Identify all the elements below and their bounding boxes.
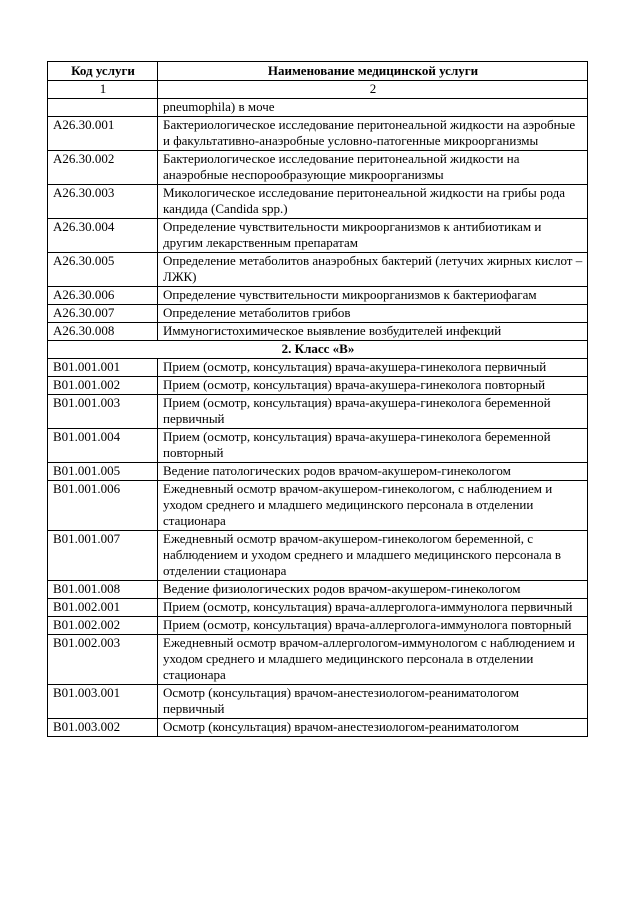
service-name: Прием (осмотр, консультация) врача-акушера-гинеколога беременной первичный — [158, 395, 588, 429]
service-code: A26.30.007 — [48, 305, 158, 323]
service-code: B01.001.008 — [48, 581, 158, 599]
section-header-row — [48, 341, 588, 359]
table-row — [48, 359, 588, 377]
column-number-code: 1 — [48, 81, 158, 99]
service-code: A26.30.003 — [48, 185, 158, 219]
service-code: B01.001.007 — [48, 531, 158, 581]
service-name: pneumophila) в моче — [158, 99, 588, 117]
service-name: Осмотр (консультация) врачом-анестезиологом-реаниматологом первичный — [158, 685, 588, 719]
service-name: Определение метаболитов грибов — [158, 305, 588, 323]
service-code: A26.30.008 — [48, 323, 158, 341]
service-name: Определение метаболитов анаэробных бактерий (летучих жирных кислот – ЛЖК) — [158, 253, 588, 287]
continuation-row — [48, 99, 588, 117]
service-name: Ежедневный осмотр врачом-акушером-гинекологом, с наблюдением и уходом среднего и младшего медицинского персонала в отделении стационара — [158, 481, 588, 531]
service-name: Прием (осмотр, консультация) врача-акушера-гинеколога беременной повторный — [158, 429, 588, 463]
service-code: B01.002.001 — [48, 599, 158, 617]
services-table — [47, 61, 588, 737]
service-name: Ежедневный осмотр врачом-акушером-гинекологом беременной, с наблюдением и уходом среднего и младшего медицинского персонала в отделении стационара — [158, 531, 588, 581]
service-name: Прием (осмотр, консультация) врача-аллерголога-иммунолога первичный — [158, 599, 588, 617]
table-row — [48, 219, 588, 253]
service-name: Ведение патологических родов врачом-акушером-гинекологом — [158, 463, 588, 481]
table-row — [48, 581, 588, 599]
table-row — [48, 685, 588, 719]
service-name: Прием (осмотр, консультация) врача-аллерголога-иммунолога повторный — [158, 617, 588, 635]
table-row — [48, 395, 588, 429]
table-row — [48, 185, 588, 219]
table-row — [48, 635, 588, 685]
service-code: B01.001.003 — [48, 395, 158, 429]
service-code: B01.001.002 — [48, 377, 158, 395]
service-code: B01.001.006 — [48, 481, 158, 531]
service-name: Ведение физиологических родов врачом-акушером-гинекологом — [158, 581, 588, 599]
service-code: B01.001.001 — [48, 359, 158, 377]
table-row — [48, 531, 588, 581]
service-code: B01.002.003 — [48, 635, 158, 685]
header-name: Наименование медицинской услуги — [158, 62, 588, 81]
service-name: Определение чувствительности микроорганизмов к бактериофагам — [158, 287, 588, 305]
table-row — [48, 287, 588, 305]
column-number-name: 2 — [158, 81, 588, 99]
service-name: Прием (осмотр, консультация) врача-акушера-гинеколога первичный — [158, 359, 588, 377]
service-name: Определение чувствительности микроорганизмов к антибиотикам и другим лекарственным препаратам — [158, 219, 588, 253]
table-row — [48, 429, 588, 463]
header-code: Код услуги — [48, 62, 158, 81]
service-code: A26.30.006 — [48, 287, 158, 305]
service-code: A26.30.001 — [48, 117, 158, 151]
service-code — [48, 99, 158, 117]
service-name: Бактериологическое исследование перитонеальной жидкости на анаэробные неспорообразующие микроорганизмы — [158, 151, 588, 185]
service-name: Прием (осмотр, консультация) врача-акушера-гинеколога повторный — [158, 377, 588, 395]
column-number-row — [48, 81, 588, 99]
service-code: A26.30.002 — [48, 151, 158, 185]
service-name: Осмотр (консультация) врачом-анестезиологом-реаниматологом — [158, 719, 588, 737]
table-row — [48, 323, 588, 341]
table-row — [48, 377, 588, 395]
table-row — [48, 151, 588, 185]
service-name: Микологическое исследование перитонеальной жидкости на грибы рода кандида (Candida spp.) — [158, 185, 588, 219]
service-code: A26.30.005 — [48, 253, 158, 287]
service-code: B01.003.002 — [48, 719, 158, 737]
service-code: B01.001.005 — [48, 463, 158, 481]
table-row — [48, 617, 588, 635]
table-row — [48, 305, 588, 323]
table-row — [48, 463, 588, 481]
section-title: 2. Класс «В» — [48, 341, 588, 359]
service-name: Иммуногистохимическое выявление возбудителей инфекций — [158, 323, 588, 341]
service-name: Бактериологическое исследование перитонеальной жидкости на аэробные и факультативно-анаэробные условно-патогенные микроорганизмы — [158, 117, 588, 151]
table-row — [48, 253, 588, 287]
table-row — [48, 719, 588, 737]
service-code: B01.001.004 — [48, 429, 158, 463]
service-code: A26.30.004 — [48, 219, 158, 253]
table-row — [48, 117, 588, 151]
service-code: B01.003.001 — [48, 685, 158, 719]
service-code: B01.002.002 — [48, 617, 158, 635]
service-name: Ежедневный осмотр врачом-аллергологом-иммунологом с наблюдением и уходом среднего и младшего медицинского персонала в отделении стационара — [158, 635, 588, 685]
table-row — [48, 599, 588, 617]
table-row — [48, 481, 588, 531]
header-row — [48, 62, 588, 81]
